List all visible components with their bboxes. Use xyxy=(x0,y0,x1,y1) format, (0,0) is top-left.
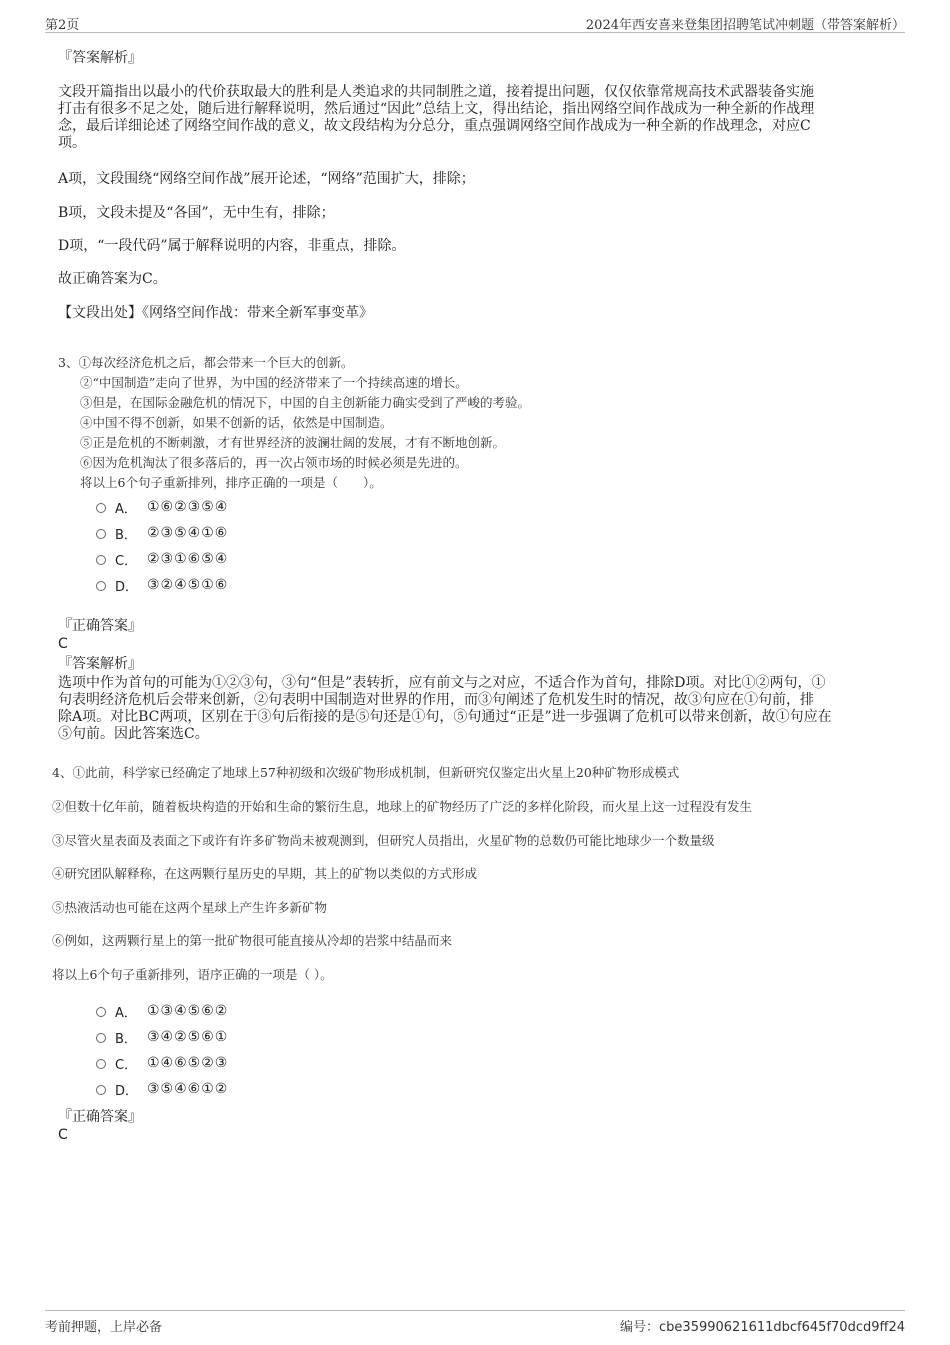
q4-option-b[interactable] xyxy=(96,1026,228,1048)
q3-stem-line: 将以上6个句子重新排列，排序正确的一项是（ ）。 xyxy=(80,475,382,490)
option-text: ③⑤④⑥①② xyxy=(147,1081,229,1097)
q3-stem-line: ③但是，在国际金融危机的情况下，中国的自主创新能力确实受到了严峻的考验。 xyxy=(80,395,531,410)
q3-option-d[interactable] xyxy=(96,574,228,596)
analysis-heading: 『答案解析』 xyxy=(58,50,142,66)
q3-analysis-line: 除A项。对比BC两项，区别在于③句后衔接的是⑤句还是①句，⑤句通过“正是”进一步强调了危机可以带来创新，故①句应在 xyxy=(58,709,832,725)
option-letter: C． xyxy=(115,1057,138,1073)
q4-stem-line-1: 4、①此前，科学家已经确定了地球上57种初级和次级矿物形成机制，但新研究仅鉴定出火星上20种矿物形成模式 xyxy=(52,765,680,780)
radio-icon[interactable] xyxy=(96,1033,106,1043)
option-text: ②③⑤④①⑥ xyxy=(147,525,229,541)
option-letter: B． xyxy=(115,1031,137,1047)
q3-analysis-line: ⑤句前。因此答案选C。 xyxy=(58,726,209,742)
q3-option-b[interactable] xyxy=(96,522,228,544)
option-letter: C． xyxy=(115,553,138,569)
option-text: ①④⑥⑤②③ xyxy=(147,1055,229,1071)
q4-stem-line-3: ③尽管火星表面及表面之下或许有许多矿物尚未被观测到，但研究人员指出，火星矿物的总数仍可能比地球少一个数量级 xyxy=(52,833,715,848)
q3-answer: C xyxy=(58,636,68,652)
analysis-line: 念，最后详细论述了网络空间作战的意义，故文段结构为分总分，重点强调网络空间作战成为一种全新的作战理念，对应C xyxy=(58,118,811,134)
document-code: 编号：cbe35990621611dbcf645f70dcd9ff24 xyxy=(620,1320,905,1335)
q3-stem-line: ②“中国制造”走向了世界，为中国的经济带来了一个持续高速的增长。 xyxy=(80,375,468,390)
option-letter: D． xyxy=(115,579,139,595)
analysis-conclusion: 故正确答案为C。 xyxy=(58,271,167,287)
q3-stem-line: ④中国不得不创新，如果不创新的话，依然是中国制造。 xyxy=(80,415,393,430)
q3-analysis-line: 句表明经济危机后会带来创新，②句表明中国制造对世界的作用，而③句阐述了危机发生时的情况，故③句应在①句前，排 xyxy=(58,692,814,708)
q4-stem-line-2: ②但数十亿年前，随着板块构造的开始和生命的繁衍生息，地球上的矿物经历了广泛的多样化阶段，而火星上这一过程没有发生 xyxy=(52,799,753,814)
page-number: 第2页 xyxy=(45,18,80,33)
q4-prompt: 将以上6个句子重新排列，语序正确的一项是（ ）。 xyxy=(52,967,333,982)
analysis-point-d: D项，“一段代码”属于解释说明的内容，非重点，排除。 xyxy=(58,238,406,254)
q3-analysis-line: 选项中作为首句的可能为①②③句，③句“但是”表转折，应有前文与之对应，不适合作为首句，排除D项。对比①②两句，① xyxy=(58,675,826,691)
q4-option-c[interactable] xyxy=(96,1052,228,1074)
analysis-point-b: B项，文段未提及“各国”，无中生有，排除； xyxy=(58,205,335,221)
option-letter: D． xyxy=(115,1083,139,1099)
page-header xyxy=(45,12,905,33)
radio-icon[interactable] xyxy=(96,1059,106,1069)
q4-option-a[interactable] xyxy=(96,1000,228,1022)
option-text: ①③④⑤⑥② xyxy=(147,1003,229,1019)
analysis-line: 文段开篇指出以最小的代价获取最大的胜利是人类追求的共同制胜之道，接着提出问题，仅仅依靠常规高技术武器装备实施 xyxy=(58,84,814,100)
q4-stem-line-5: ⑤热液活动也可能在这两个星球上产生许多新矿物 xyxy=(52,900,328,915)
option-text: ③②④⑤①⑥ xyxy=(147,577,229,593)
option-text: ③④②⑤⑥① xyxy=(147,1029,229,1045)
option-letter: B． xyxy=(115,527,137,543)
q3-option-c[interactable] xyxy=(96,548,228,570)
q4-option-d[interactable] xyxy=(96,1078,228,1100)
q4-answer: C xyxy=(58,1127,68,1143)
option-letter: A． xyxy=(115,1005,137,1021)
source-citation: 【文段出处】《网络空间作战：带来全新军事变革》 xyxy=(58,305,373,321)
q3-stem-first: 3、①每次经济危机之后，都会带来一个巨大的创新。 xyxy=(58,355,354,370)
radio-icon[interactable] xyxy=(96,581,106,591)
analysis-line: 打击有很多不足之处，随后进行解释说明，然后通过“因此”总结上文，得出结论，指出网络空间作战成为一种全新的作战理 xyxy=(58,101,815,117)
document-title: 2024年西安喜来登集团招聘笔试冲刺题（带答案解析） xyxy=(585,18,905,33)
radio-icon[interactable] xyxy=(96,503,106,513)
q4-stem-line-4: ④研究团队解释称，在这两颗行星历史的早期，其上的矿物以类似的方式形成 xyxy=(52,866,478,881)
q3-analysis xyxy=(58,675,903,743)
q3-answer-heading: 『正确答案』 xyxy=(58,618,142,634)
analysis-line: 项。 xyxy=(58,135,86,151)
q4-options xyxy=(96,1000,228,1100)
q3-options xyxy=(96,496,228,596)
radio-icon[interactable] xyxy=(96,1007,106,1017)
radio-icon[interactable] xyxy=(96,555,106,565)
radio-icon[interactable] xyxy=(96,1085,106,1095)
analysis-point-a: A项，文段围绕“网络空间作战”展开论述，“网络”范围扩大，排除； xyxy=(58,171,475,187)
option-letter: A． xyxy=(115,501,137,517)
q3-stem xyxy=(80,373,530,493)
option-text: ②③①⑥⑤④ xyxy=(147,551,229,567)
radio-icon[interactable] xyxy=(96,529,106,539)
q4-stem-line-6: ⑥例如，这两颗行星上的第一批矿物很可能直接从冷却的岩浆中结晶而来 xyxy=(52,933,453,948)
analysis-paragraph xyxy=(58,84,898,152)
footer-slogan: 考前押题，上岸必备 xyxy=(45,1320,163,1335)
q3-stem-line: ⑥因为危机淘汰了很多落后的，再一次占领市场的时候必须是先进的。 xyxy=(80,455,468,470)
q3-option-a[interactable] xyxy=(96,496,228,518)
q3-stem-line: ⑤正是危机的不断刺激，才有世界经济的波澜壮阔的发展，才有不断地创新。 xyxy=(80,435,506,450)
q3-analysis-heading: 『答案解析』 xyxy=(58,656,142,672)
option-text: ①⑥②③⑤④ xyxy=(147,499,229,515)
q4-answer-heading: 『正确答案』 xyxy=(58,1109,142,1125)
page-footer xyxy=(45,1310,905,1337)
